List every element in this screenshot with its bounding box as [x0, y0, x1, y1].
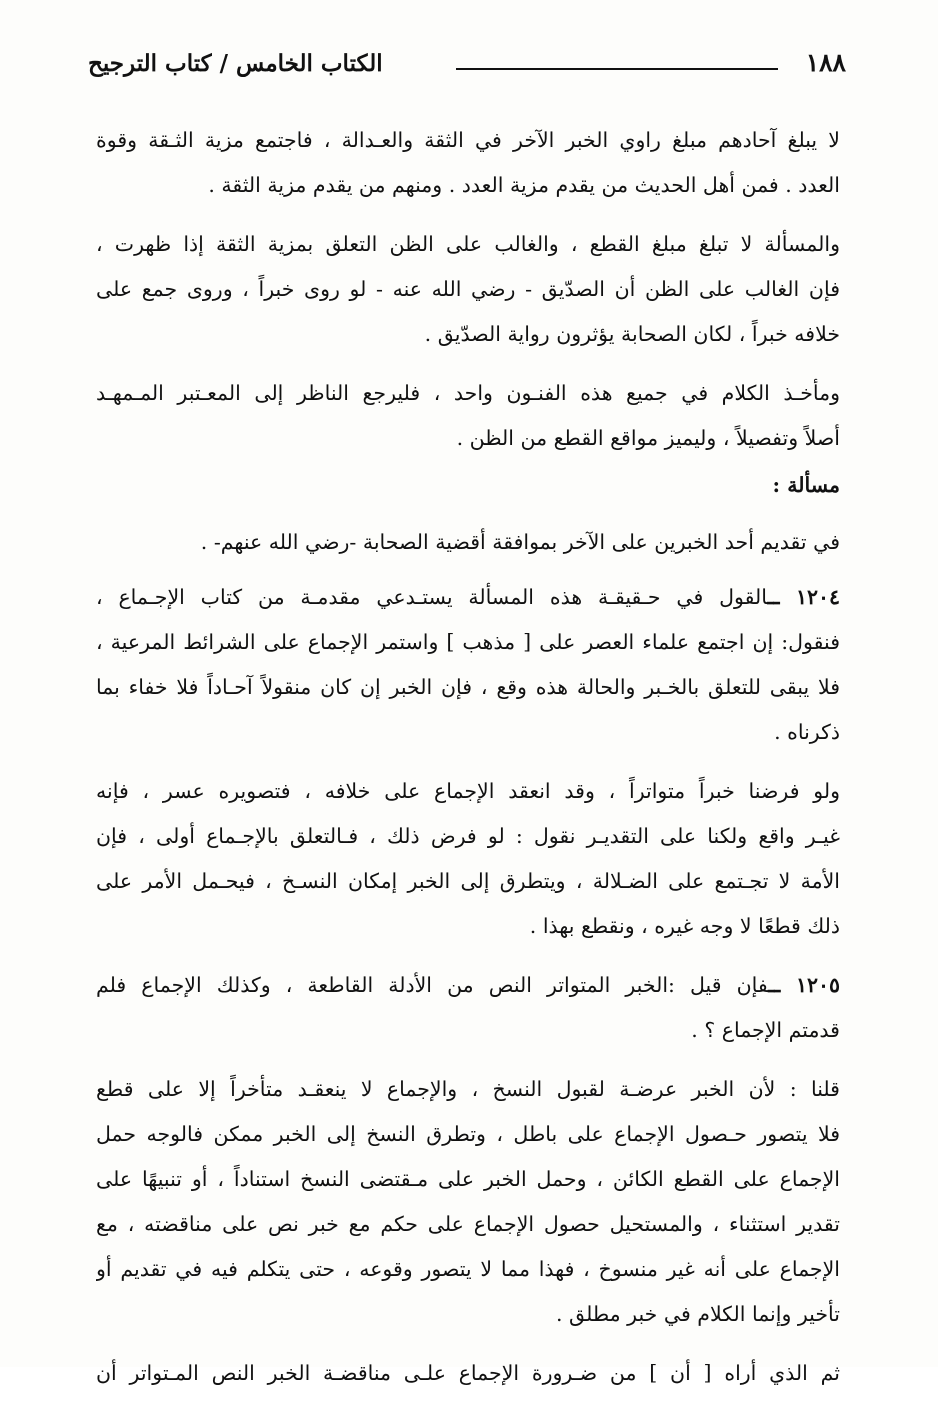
paragraph-number: ١٢٠٥ ــ: [768, 973, 840, 997]
text-line: الإجماع على أنه غير منسوخ ، فهذا مما لا يتصور وقوعه ، حتى يتكلم فيه في تقديم أو: [96, 1257, 840, 1281]
text-line: ١٢٠٥ ــفإن قيل :الخبر المتواتر النص من الأدلة القاطعة ، وكذلك الإجماع فلم: [96, 973, 840, 997]
text-line: أصلاً وتفصيلاً ، وليميز مواقع القطع من الظن .: [456, 426, 840, 450]
text-line: ذلك قطعًا لا وجه غيره ، ونقطع بهذا .: [529, 914, 840, 938]
page-header: [88, 48, 846, 88]
text-line: ذكرناه .: [774, 720, 840, 744]
paragraph-5: [96, 1067, 840, 1337]
text-line: ومأخـذ الكلام في جميع هذه الفنـون واحد ، فليرجع الناظر إلى المعـتبر المـمهـد: [96, 381, 840, 405]
text-line: ولو فرضنا خبراً متواتراً ، وقد انعقد الإجماع على خلافه ، فتصويره عسر ، فإنه: [96, 779, 840, 803]
text-line: الإجماع على القطع الكائن ، وحمل الخبر على مـقتضى النسخ استناداً ، أو تنبيهًا على: [96, 1167, 840, 1191]
paragraph-6: [96, 1351, 840, 1396]
paragraph-2: [96, 222, 840, 357]
header-rule: [456, 68, 778, 70]
page-number: ١٨٨: [805, 48, 846, 77]
section-heading: [96, 463, 840, 508]
paragraph-1205: [96, 963, 840, 1053]
text-line: ١٢٠٤ ــالقول في حـقيقـة هذه المسألة يستـدعي مقدمـة من كتاب الإجـماع ،: [96, 585, 840, 609]
text-line: لا يبلغ آحادهم مبلغ راوي الخبر الآخر في الثقة والعـدالة ، فاجتمع مزية الثـقة وقوة: [96, 128, 840, 152]
text-line: فنقول: إن اجتمع علماء العصر على [ مذهب ] واستمر الإجماع على الشرائط المرعية ،: [96, 630, 840, 654]
heading-text: مسألة :: [772, 473, 840, 497]
section-subtitle: [96, 520, 840, 565]
text-line: فلا يبقى للتعلق بالخـبر والحالة هذه وقع ، فإن الخبر إن كان منقولاً آحـاداً فلا خفاء بما: [96, 675, 840, 699]
text-line: غيـر واقع ولكنا على التقديـر نقول : لو فرض ذلك ، فـالتعلق بالإجـماع أولى ، فإن: [96, 824, 840, 848]
text-line: والمسألة لا تبلغ مبلغ القطع ، والغالب على الظن التعلق بمزية الثقة إذا ظهرت ،: [96, 232, 840, 256]
text-line: ثم الذي أراه [ أن ] من ضـرورة الإجماع علـى مناقضـة الخبر النص المـتواتر أن: [96, 1361, 840, 1385]
text-line: خلافه خبراً ، لكان الصحابة يؤثرون رواية الصدّيق .: [424, 322, 840, 346]
text-line: فإن الغالب على الظن أن الصدّيق - رضي الله عنه - لو روى خبراً ، وروى جمع على: [96, 277, 840, 301]
paragraph-3: [96, 371, 840, 461]
body-text: [96, 118, 840, 1403]
text-line: تقدير استثناء ، والمستحيل حصول الإجماع على حكم مع خبر نص على مناقضته ، مع: [96, 1212, 840, 1236]
paragraph-1204: [96, 575, 840, 755]
text-line: قلنا : لأن الخبر عرضـة لقبول النسخ ، والإجماع لا ينعقـد متأخراً إلا على قطع: [96, 1077, 840, 1101]
paragraph-4: [96, 769, 840, 949]
running-title: الكتاب الخامس / كتاب الترجيح: [88, 50, 383, 77]
text-line: تأخير وإنما الكلام في خبر مطلق .: [555, 1302, 840, 1326]
text-line: فلا يتصور حـصول الإجماع على باطل ، وتطرق النسخ إلى الخبر ممكن فالوجه حمل: [96, 1122, 840, 1146]
paragraph-1: [96, 118, 840, 208]
paragraph-number: ١٢٠٤ ــ: [767, 585, 840, 609]
text-line: قدمتم الإجماع ؟ .: [691, 1018, 840, 1042]
text-line: الأمة لا تجـتمع على الضـلالة ، ويتطرق إلى الخبر إمكان النسـخ ، فيحـمل الأمر على: [96, 869, 840, 893]
text-line: في تقديم أحد الخبرين على الآخر بموافقة أقضية الصحابة -رضي الله عنهم- .: [200, 530, 840, 554]
text-line: العدد . فمن أهل الحديث من يقدم مزية العدد . ومنهم من يقدم مزية الثقة .: [208, 173, 840, 197]
